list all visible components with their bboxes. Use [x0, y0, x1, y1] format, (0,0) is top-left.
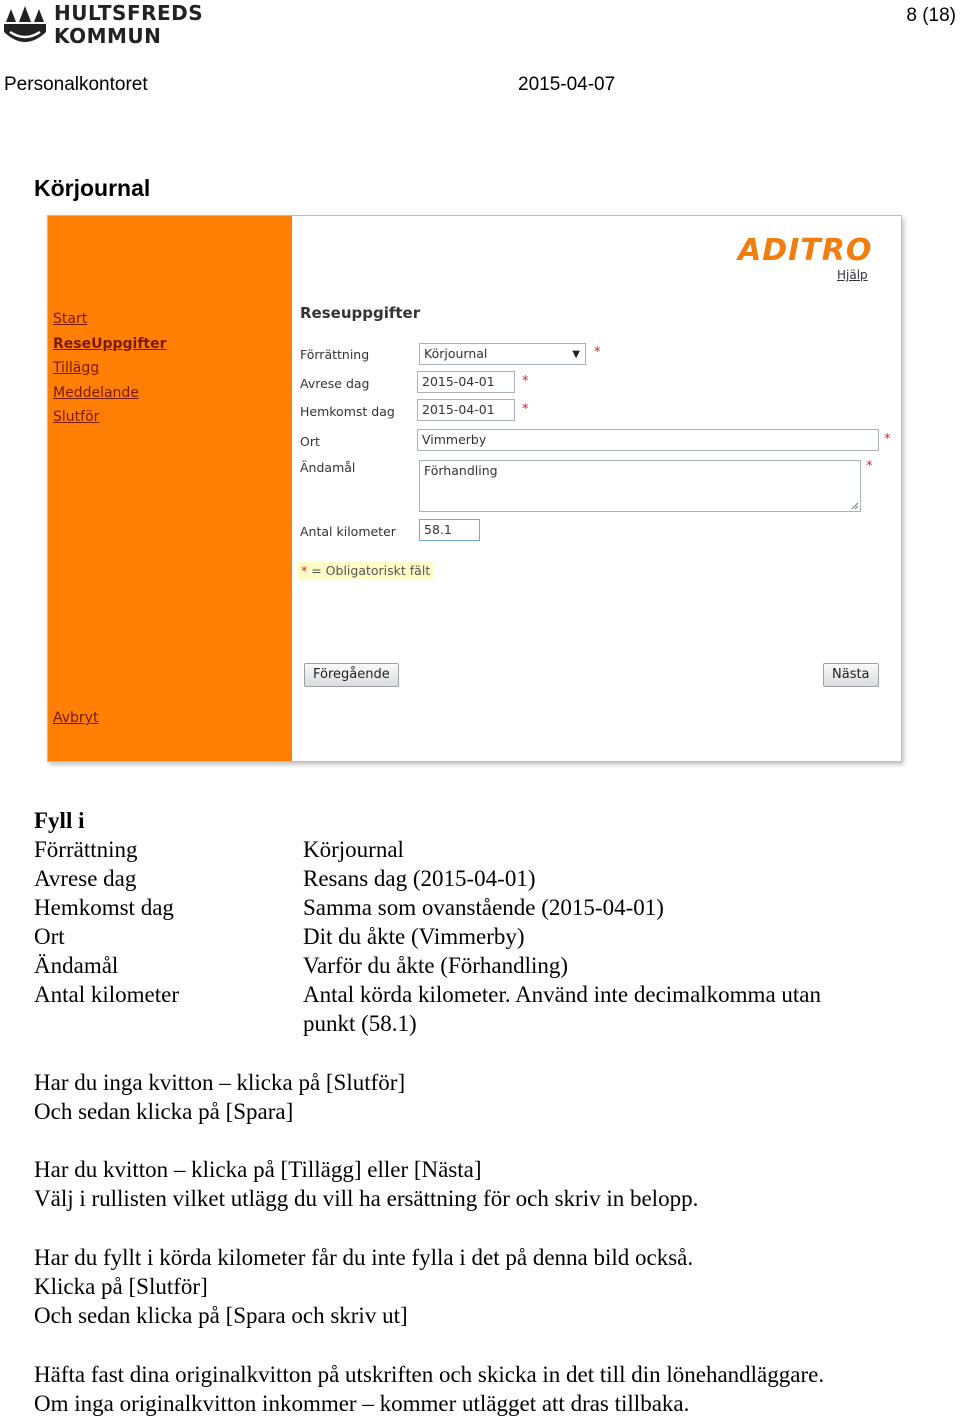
- andamal-value: Förhandling: [424, 463, 498, 478]
- aditro-logo: ADITRO: [738, 233, 873, 268]
- paragraph-line: Har du kvitton – klicka på [Tillägg] eller [Nästa]: [34, 1157, 482, 1182]
- instructions-heading: Fyll i: [34, 808, 85, 833]
- municipal-crest-icon: [4, 2, 46, 48]
- page-number: 8 (18): [906, 5, 956, 26]
- logo-line-2: KOMMUN: [54, 24, 162, 48]
- instruction-desc: Varför du åkte (Förhandling): [303, 953, 569, 978]
- resize-grip-icon[interactable]: [851, 502, 859, 510]
- instruction-label: Hemkomst dag: [34, 895, 174, 920]
- paragraph-line: Klicka på [Slutför]: [34, 1274, 208, 1299]
- instruction-desc: Dit du åkte (Vimmerby): [303, 924, 525, 949]
- hemkomst-date-field[interactable]: 2015-04-01: [417, 399, 515, 421]
- hultsfred-logo: [4, 2, 203, 48]
- avrese-date-field[interactable]: 2015-04-01: [417, 371, 515, 393]
- paragraph-line: Om inga originalkvitton inkommer – kommer utlägget att dras tillbaka.: [34, 1391, 690, 1416]
- instruction-desc: Antal körda kilometer. Använd inte decimalkomma utan: [303, 982, 822, 1007]
- document-date: 2015-04-07: [518, 74, 616, 95]
- sidebar-nav: [53, 307, 167, 430]
- km-field[interactable]: 58.1: [419, 519, 480, 541]
- previous-button[interactable]: Föregående: [304, 663, 399, 687]
- paragraph-line: Har du inga kvitton – klicka på [Slutför]: [34, 1070, 406, 1095]
- required-star: *: [522, 374, 529, 389]
- km-label: Antal kilometer: [300, 524, 396, 539]
- help-link[interactable]: Hjälp: [837, 268, 868, 282]
- instruction-label: Antal kilometer: [34, 982, 179, 1007]
- page-title: Körjournal: [34, 175, 151, 201]
- nav-meddelande-link[interactable]: Meddelande: [53, 384, 139, 401]
- ort-label: Ort: [300, 434, 320, 449]
- chevron-down-icon: ▼: [572, 349, 580, 360]
- instruction-desc: punkt (58.1): [303, 1011, 417, 1036]
- logo-line-1: HULTSFREDS: [54, 1, 204, 25]
- avrese-label: Avrese dag: [300, 376, 370, 391]
- required-star: *: [866, 459, 873, 474]
- instruction-desc: Resans dag (2015-04-01): [303, 866, 536, 891]
- ort-field[interactable]: Vimmerby: [417, 429, 879, 451]
- forrattning-label: Förrättning: [300, 347, 370, 362]
- forrattning-value: Körjournal: [424, 346, 488, 361]
- required-star: *: [301, 563, 308, 578]
- next-button[interactable]: Nästa: [823, 663, 879, 687]
- paragraph-line: Välj i rullisten vilket utlägg du vill ha ersättning för och skriv in belopp.: [34, 1186, 699, 1211]
- paragraph-line: Och sedan klicka på [Spara och skriv ut]: [34, 1303, 408, 1328]
- required-star: *: [594, 345, 601, 360]
- instruction-label: Ort: [34, 924, 65, 949]
- nav-slutfor-link[interactable]: Slutför: [53, 409, 100, 425]
- department: Personalkontoret: [4, 74, 148, 95]
- abort-link[interactable]: Avbryt: [53, 710, 99, 726]
- paragraph-line: Har du fyllt i körda kilometer får du inte fylla i det på denna bild också.: [34, 1245, 694, 1270]
- instruction-label: Förrättning: [34, 837, 138, 862]
- paragraph-line: Häfta fast dina originalkvitton på utskriften och skicka in det till din lönehandläggare.: [34, 1362, 825, 1387]
- nav-start-link[interactable]: Start: [53, 311, 88, 327]
- paragraph-line: Och sedan klicka på [Spara]: [34, 1099, 294, 1124]
- andamal-label: Ändamål: [300, 460, 356, 475]
- section-title: Reseuppgifter: [300, 304, 421, 322]
- aditro-form-screenshot: [47, 215, 902, 762]
- instruction-desc: Körjournal: [303, 837, 404, 862]
- required-note: [298, 562, 433, 579]
- nav-tillagg-link[interactable]: Tillägg: [53, 360, 100, 376]
- instruction-desc: Samma som ovanstående (2015-04-01): [303, 895, 664, 920]
- sidebar: [48, 216, 292, 761]
- nav-reseuppgifter-link[interactable]: ReseUppgifter: [53, 335, 167, 352]
- andamal-textarea[interactable]: [419, 460, 861, 512]
- forrattning-select[interactable]: [419, 343, 586, 365]
- required-star: *: [884, 432, 891, 447]
- hemkomst-label: Hemkomst dag: [300, 404, 395, 419]
- required-note-text: = Obligatoriskt fält: [311, 563, 431, 578]
- instruction-label: Ändamål: [34, 953, 119, 978]
- required-star: *: [522, 402, 529, 417]
- instruction-label: Avrese dag: [34, 866, 137, 891]
